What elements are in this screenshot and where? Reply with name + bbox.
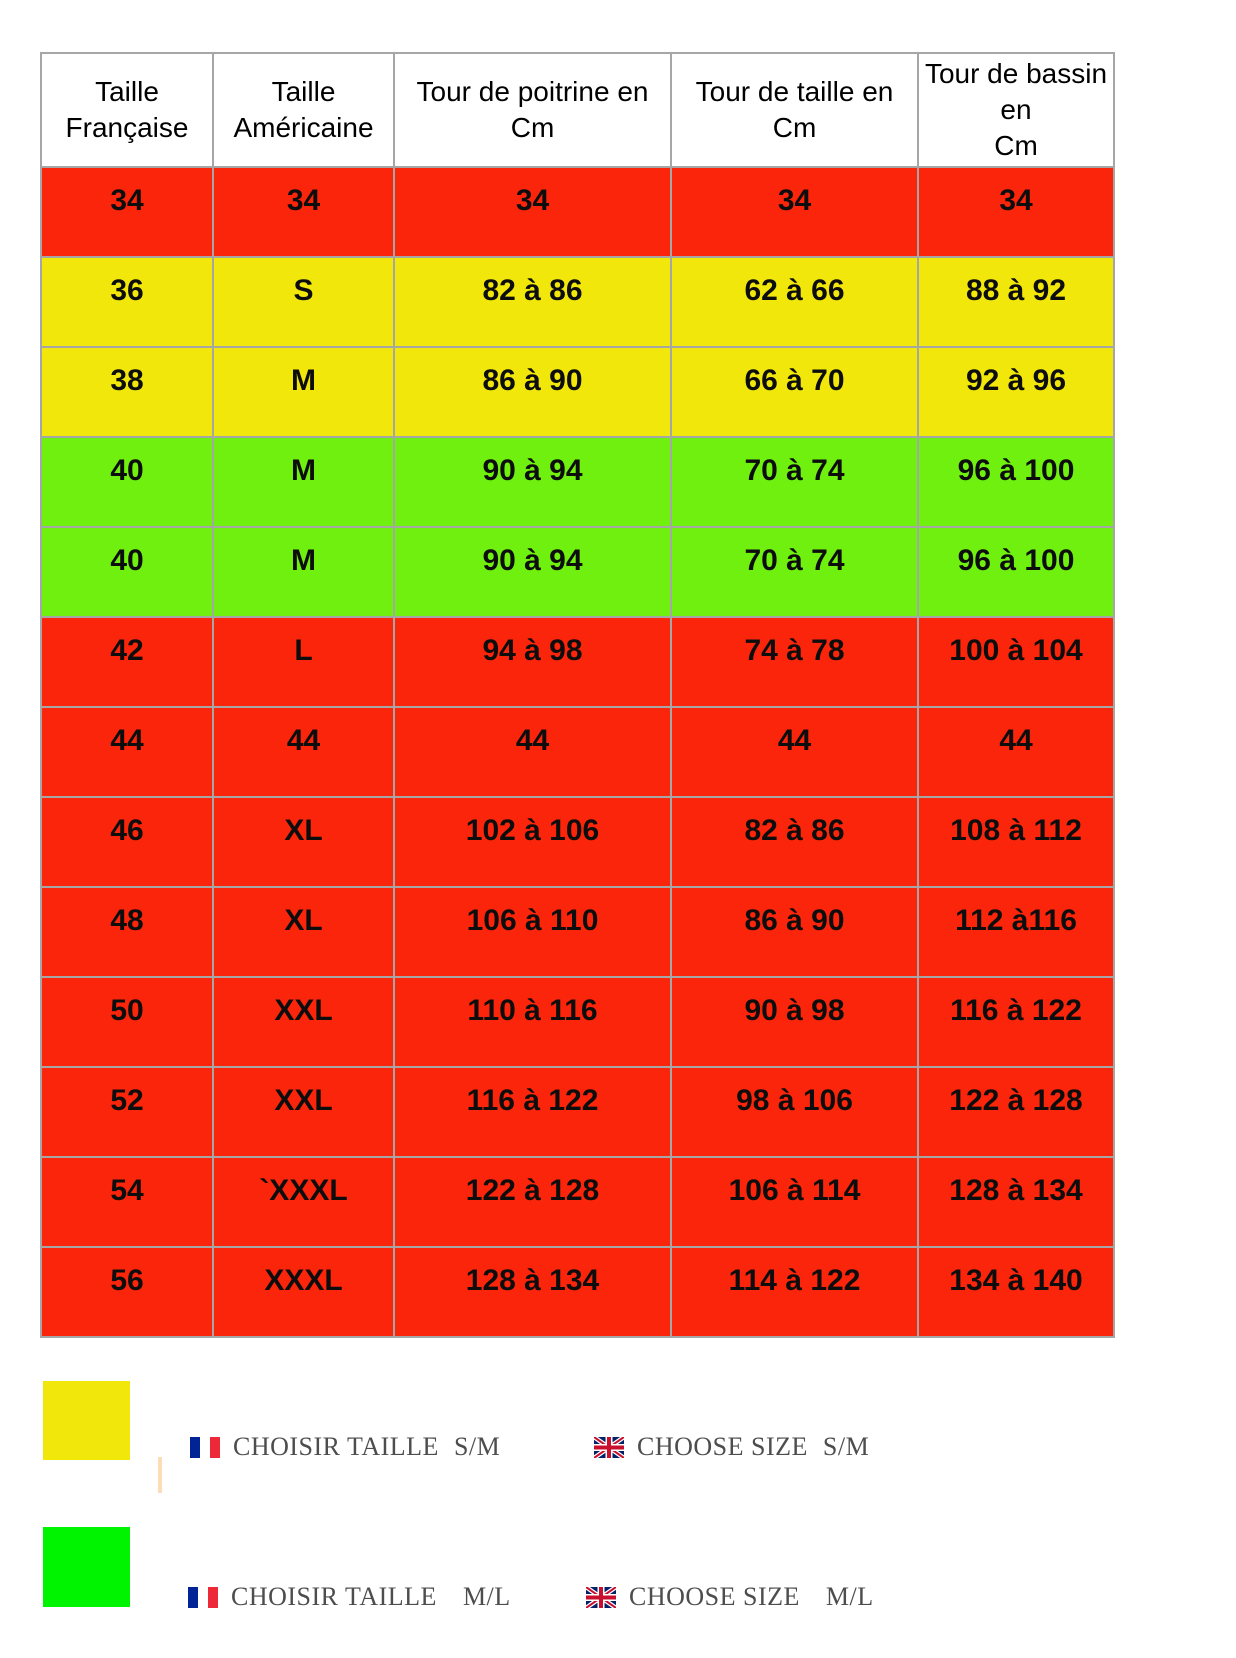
table-cell: 44	[213, 707, 394, 797]
legend-size-value: S/M	[453, 1432, 501, 1461]
table-cell: L	[213, 617, 394, 707]
table-cell: 48	[41, 887, 213, 977]
table-cell: 122 à 128	[394, 1157, 671, 1247]
legend-fr-ml	[188, 1578, 511, 1616]
column-header: Taille Française	[41, 53, 213, 167]
table-cell: 44	[394, 707, 671, 797]
table-cell: 70 à 74	[671, 527, 918, 617]
legend-en-sm	[594, 1428, 869, 1466]
table-cell: 44	[671, 707, 918, 797]
legend-label: CHOOSE SIZE	[629, 1582, 800, 1611]
table-cell: M	[213, 347, 394, 437]
table-row	[41, 977, 1114, 1067]
table-cell: 34	[918, 167, 1114, 257]
table-cell: XXXL	[213, 1247, 394, 1337]
green-size-swatch	[43, 1527, 130, 1607]
legend-label: CHOOSE SIZE	[637, 1432, 808, 1461]
table-row	[41, 437, 1114, 527]
table-cell: 90 à 98	[671, 977, 918, 1067]
legend-size-value: M/L	[825, 1582, 874, 1611]
table-row	[41, 707, 1114, 797]
table-cell: 90 à 94	[394, 527, 671, 617]
column-header: Tour de bassin en Cm	[918, 53, 1114, 167]
table-cell: 128 à 134	[918, 1157, 1114, 1247]
table-cell: 92 à 96	[918, 347, 1114, 437]
legend-label: CHOISIR TAILLE	[233, 1432, 439, 1461]
table-cell: 70 à 74	[671, 437, 918, 527]
table-cell: 116 à 122	[918, 977, 1114, 1067]
table-row	[41, 527, 1114, 617]
uk-flag-icon	[586, 1587, 616, 1608]
column-header: Taille Américaine	[213, 53, 394, 167]
table-row	[41, 1067, 1114, 1157]
table-cell: 82 à 86	[671, 797, 918, 887]
table-cell: 86 à 90	[671, 887, 918, 977]
table-row	[41, 1247, 1114, 1337]
table-cell: 62 à 66	[671, 257, 918, 347]
table-row	[41, 887, 1114, 977]
table-cell: 96 à 100	[918, 527, 1114, 617]
header-row	[41, 53, 1114, 167]
uk-flag-icon	[594, 1437, 624, 1458]
table-cell: XL	[213, 797, 394, 887]
table-cell: 34	[41, 167, 213, 257]
table-cell: S	[213, 257, 394, 347]
table-cell: 110 à 116	[394, 977, 671, 1067]
column-header: Tour de taille en Cm	[671, 53, 918, 167]
table-cell: XL	[213, 887, 394, 977]
table-cell: 38	[41, 347, 213, 437]
table-cell: 82 à 86	[394, 257, 671, 347]
table-cell: 50	[41, 977, 213, 1067]
table-row	[41, 797, 1114, 887]
table-cell: 52	[41, 1067, 213, 1157]
legend-size-value: M/L	[462, 1582, 511, 1611]
table-cell: 106 à 110	[394, 887, 671, 977]
table-cell: 44	[918, 707, 1114, 797]
table-cell: 128 à 134	[394, 1247, 671, 1337]
table-cell: 40	[41, 437, 213, 527]
table-cell: 88 à 92	[918, 257, 1114, 347]
table-row	[41, 1157, 1114, 1247]
table-cell: XXL	[213, 1067, 394, 1157]
legend-fr-sm	[190, 1428, 500, 1466]
table-cell: 112 à116	[918, 887, 1114, 977]
yellow-size-swatch	[43, 1381, 130, 1460]
table-cell: 98 à 106	[671, 1067, 918, 1157]
peach-mark	[158, 1457, 162, 1493]
table-cell: 40	[41, 527, 213, 617]
table-cell: `XXXL	[213, 1157, 394, 1247]
table-cell: 116 à 122	[394, 1067, 671, 1157]
table-cell: M	[213, 527, 394, 617]
table-cell: M	[213, 437, 394, 527]
table-row	[41, 617, 1114, 707]
table-row	[41, 347, 1114, 437]
table-cell: 34	[394, 167, 671, 257]
table-cell: 54	[41, 1157, 213, 1247]
table-cell: 94 à 98	[394, 617, 671, 707]
table-cell: 96 à 100	[918, 437, 1114, 527]
table-cell: 134 à 140	[918, 1247, 1114, 1337]
table-cell: 36	[41, 257, 213, 347]
table-row	[41, 257, 1114, 347]
table-cell: 100 à 104	[918, 617, 1114, 707]
table-cell: 46	[41, 797, 213, 887]
table-cell: 34	[671, 167, 918, 257]
table-cell: 102 à 106	[394, 797, 671, 887]
table-cell: 114 à 122	[671, 1247, 918, 1337]
table-row	[41, 167, 1114, 257]
legend-size-value: S/M	[822, 1432, 870, 1461]
column-header: Tour de poitrine en Cm	[394, 53, 671, 167]
table-cell: 106 à 114	[671, 1157, 918, 1247]
table-cell: 56	[41, 1247, 213, 1337]
table-cell: 74 à 78	[671, 617, 918, 707]
france-flag-icon	[188, 1587, 218, 1608]
table-cell: XXL	[213, 977, 394, 1067]
table-cell: 122 à 128	[918, 1067, 1114, 1157]
table-cell: 44	[41, 707, 213, 797]
table-cell: 108 à 112	[918, 797, 1114, 887]
table-cell: 86 à 90	[394, 347, 671, 437]
france-flag-icon	[190, 1437, 220, 1458]
table-cell: 90 à 94	[394, 437, 671, 527]
legend-label: CHOISIR TAILLE	[231, 1582, 437, 1611]
table-cell: 42	[41, 617, 213, 707]
size-table	[40, 52, 1115, 1338]
table-cell: 34	[213, 167, 394, 257]
table-cell: 66 à 70	[671, 347, 918, 437]
legend-en-ml	[586, 1578, 874, 1616]
